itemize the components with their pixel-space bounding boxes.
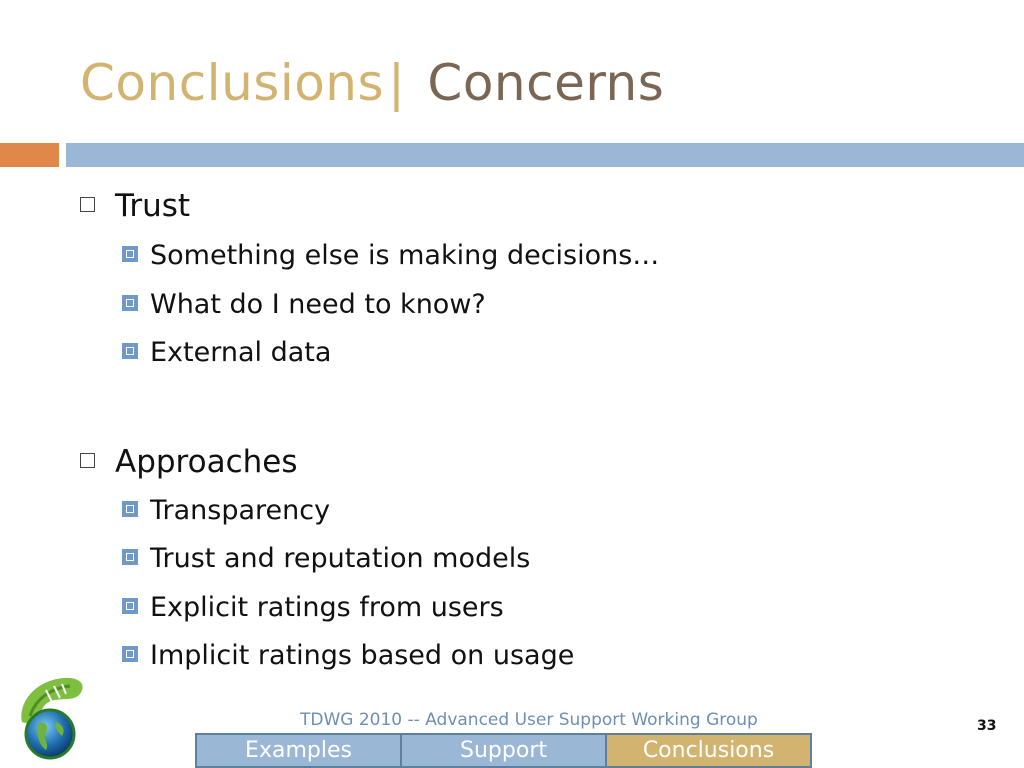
section-navigation — [195, 733, 812, 768]
subbullet — [122, 640, 574, 672]
subbullet-text: Trust and reputation models — [150, 543, 531, 574]
subbullet — [122, 495, 330, 527]
subbullet-text: Something else is making decisions… — [150, 240, 660, 271]
bullet-text: Approaches — [115, 444, 298, 480]
filled-square-icon — [122, 295, 138, 311]
subbullet-text: Implicit ratings based on usage — [150, 640, 575, 671]
filled-square-icon — [122, 501, 138, 517]
subbullet — [122, 240, 659, 272]
subbullet — [122, 289, 486, 321]
nav-tab-conclusions[interactable]: Conclusions — [605, 733, 812, 768]
filled-square-icon — [122, 598, 138, 614]
filled-square-icon — [122, 343, 138, 359]
bullet-trust — [80, 188, 190, 224]
nav-tab-examples[interactable]: Examples — [195, 733, 400, 768]
filled-square-icon — [122, 246, 138, 262]
subbullet-text: Transparency — [150, 495, 331, 526]
subbullet — [122, 592, 504, 624]
subbullet — [122, 337, 331, 369]
bullet-text: Trust — [115, 188, 191, 224]
globe-leaf-logo-icon — [16, 672, 88, 760]
nav-tab-support[interactable]: Support — [400, 733, 605, 768]
subbullet-text: What do I need to know? — [150, 289, 486, 320]
subbullet-text: Explicit ratings from users — [150, 592, 504, 623]
main-title: Concerns — [427, 54, 665, 112]
bullet-approaches — [80, 444, 298, 480]
hollow-square-icon — [80, 197, 95, 212]
subbullet-text: External data — [150, 337, 332, 368]
section-title: Conclusions — [80, 54, 385, 112]
hollow-square-icon — [80, 453, 95, 468]
subbullet — [122, 543, 530, 575]
filled-square-icon — [122, 549, 138, 565]
page-number: 33 — [977, 718, 997, 734]
footer-text: TDWG 2010 -- Advanced User Support Working Group — [300, 710, 758, 730]
filled-square-icon — [122, 646, 138, 662]
title-separator: | — [388, 54, 406, 112]
